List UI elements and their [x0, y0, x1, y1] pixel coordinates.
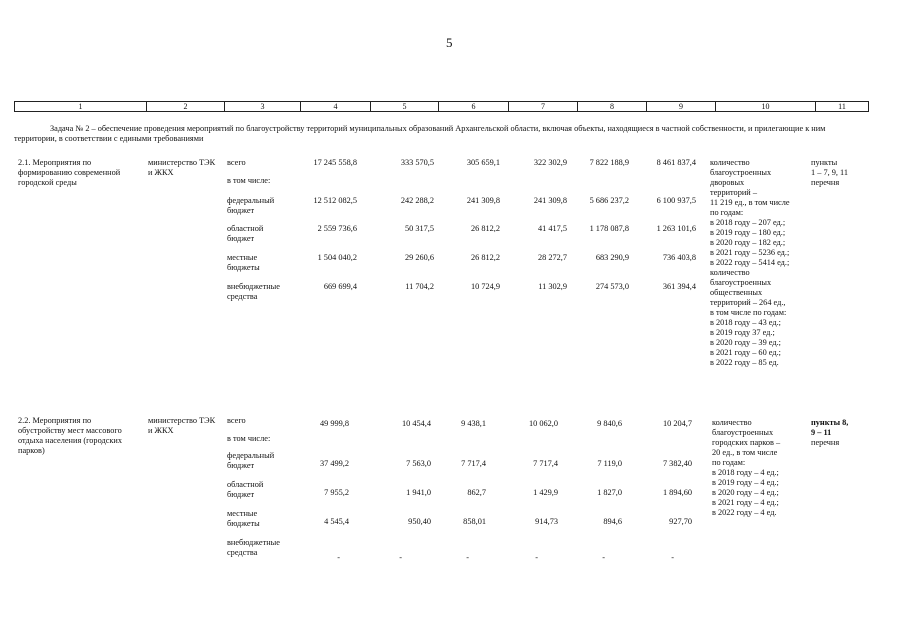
value-cell: 10 724,9: [470, 282, 500, 291]
row-2-1-source-regional: областной бюджет: [227, 224, 264, 243]
row-2-2-links-points: пункты 8, 9 – 11: [811, 418, 849, 437]
value-cell: -: [671, 553, 674, 562]
header-col-3: 3: [225, 102, 301, 112]
value-cell: -: [399, 553, 402, 562]
row-2-1-source-offbudget: внебюджетные средства: [227, 282, 280, 301]
header-col-1: 1: [15, 102, 147, 112]
value-cell: 10 062,0: [528, 419, 558, 428]
value-cell: 858,01: [463, 517, 486, 526]
value-cell: 8 461 837,4: [656, 158, 696, 167]
value-cell: 1 263 101,6: [656, 224, 696, 233]
header-col-7: 7: [509, 102, 578, 112]
header-col-11: 11: [816, 102, 869, 112]
value-cell: 41 417,5: [537, 224, 567, 233]
value-cell: 361 394,4: [662, 282, 696, 291]
value-cell: 1 429,9: [533, 488, 558, 497]
value-cell: 1 827,0: [597, 488, 622, 497]
header-col-4: 4: [301, 102, 371, 112]
value-cell: 274 573,0: [595, 282, 629, 291]
task-heading: Задача № 2 – обеспечение проведения мероприятий по благоустройству территорий муниципальных образований Архангельской области, включая объекты, находящиеся в частной собственности, и прилегающие к ним территории, в соответствии с едиными требованиями: [14, 124, 826, 143]
value-cell: 49 999,8: [319, 419, 349, 428]
value-cell: 6 100 937,5: [656, 196, 696, 205]
value-cell: 11 302,9: [538, 282, 567, 291]
header-col-5: 5: [371, 102, 439, 112]
value-cell: 9 438,1: [461, 419, 486, 428]
value-cell: 7 955,2: [324, 488, 349, 497]
row-2-1-executor: министерство ТЭК и ЖКХ: [148, 158, 216, 177]
row-2-2-source-federal: федеральный бюджет: [227, 451, 275, 470]
value-cell: 37 499,2: [319, 459, 349, 468]
value-cell: 7 717,4: [533, 459, 558, 468]
value-cell: 736 403,8: [662, 253, 696, 262]
row-2-1-links: пункты 1 – 7, 9, 11 перечня: [811, 158, 849, 187]
value-cell: -: [337, 553, 340, 562]
value-cell: 669 699,4: [323, 282, 357, 291]
value-cell: 862,7: [467, 488, 486, 497]
value-cell: 50 317,5: [404, 224, 434, 233]
value-cell: 7 717,4: [461, 459, 486, 468]
value-cell: 241 309,8: [533, 196, 567, 205]
row-2-2-indicator: количество благоустроенных городских парков – 20 ед., в том числе по годам: в 2018 году – 4 ед.; в 2019 году – 4 ед.; в 2020 году – 4 ед.; в 2021 году – 4 ед.; в 2022 году – 4 ед.: [712, 418, 781, 517]
value-cell: -: [466, 553, 469, 562]
value-cell: 26 812,2: [470, 253, 500, 262]
header-col-6: 6: [439, 102, 509, 112]
value-cell: 683 290,9: [595, 253, 629, 262]
row-2-2-links-list: перечня: [811, 438, 840, 447]
value-cell: 7 822 188,9: [589, 158, 629, 167]
page-number: 5: [446, 35, 453, 50]
value-cell: 914,73: [535, 517, 558, 526]
value-cell: 1 894,60: [662, 488, 692, 497]
value-cell: 4 545,4: [324, 517, 349, 526]
value-cell: 305 659,1: [466, 158, 500, 167]
row-2-1-source-total: всего: [227, 158, 246, 167]
header-col-9: 9: [647, 102, 716, 112]
value-cell: 26 812,2: [470, 224, 500, 233]
header-col-8: 8: [578, 102, 647, 112]
row-2-2-source-including: в том числе:: [227, 434, 271, 443]
value-cell: 927,70: [669, 517, 692, 526]
row-2-1-title: 2.1. Мероприятия по формированию современной городской среды: [18, 158, 121, 187]
value-cell: 322 302,9: [533, 158, 567, 167]
row-2-1-indicator: количество благоустроенных дворовых территорий – 11 219 ед., в том числе по годам: в 2018 году – 207 ед.; в 2019 году – 180 ед.; в 2020 году – 182 ед.; в 2021 году – 5236 ед.; в 2022 году – 5414 ед.; количество благоустроенных общественных территорий – 264 ед., в том числе по годам: в 2018 году – 43 ед.; в 2019 году 37 ед.; в 2020 году – 39 ед.; в 2021 году – 60 ед.; в 2022 году – 85 ед.: [710, 158, 790, 367]
row-2-2-source-offbudget: внебюджетные средства: [227, 538, 280, 557]
column-number-header: [14, 101, 869, 112]
value-cell: 1 178 087,8: [589, 224, 629, 233]
value-cell: 7 563,0: [406, 459, 431, 468]
value-cell: 7 119,0: [597, 459, 622, 468]
value-cell: 12 512 082,5: [313, 196, 357, 205]
value-cell: 11 704,2: [405, 282, 434, 291]
value-cell: 2 559 736,6: [317, 224, 357, 233]
value-cell: 10 454,4: [401, 419, 431, 428]
value-cell: 241 309,8: [466, 196, 500, 205]
value-cell: 1 941,0: [406, 488, 431, 497]
value-cell: -: [602, 553, 605, 562]
value-cell: 5 686 237,2: [589, 196, 629, 205]
value-cell: 242 288,2: [400, 196, 434, 205]
row-2-1-source-including: в том числе:: [227, 176, 271, 185]
value-cell: 333 570,5: [400, 158, 434, 167]
value-cell: 1 504 040,2: [317, 253, 357, 262]
value-cell: 7 382,40: [662, 459, 692, 468]
value-cell: -: [535, 553, 538, 562]
value-cell: 28 272,7: [537, 253, 567, 262]
value-cell: 29 260,6: [404, 253, 434, 262]
row-2-2-source-regional: областной бюджет: [227, 480, 264, 499]
row-2-2-source-total: всего: [227, 416, 246, 425]
row-2-1-source-local: местные бюджеты: [227, 253, 260, 272]
row-2-2-title: 2.2. Мероприятия по обустройству мест массового отдыха населения (городских парков): [18, 416, 123, 455]
row-2-1-source-federal: федеральный бюджет: [227, 196, 275, 215]
row-2-2-executor: министерство ТЭК и ЖКХ: [148, 416, 216, 435]
value-cell: 894,6: [603, 517, 622, 526]
header-col-10: 10: [716, 102, 816, 112]
value-cell: 9 840,6: [597, 419, 622, 428]
value-cell: 17 245 558,8: [313, 158, 357, 167]
value-cell: 950,40: [408, 517, 431, 526]
header-col-2: 2: [147, 102, 225, 112]
value-cell: 10 204,7: [662, 419, 692, 428]
row-2-2-source-local: местные бюджеты: [227, 509, 260, 528]
